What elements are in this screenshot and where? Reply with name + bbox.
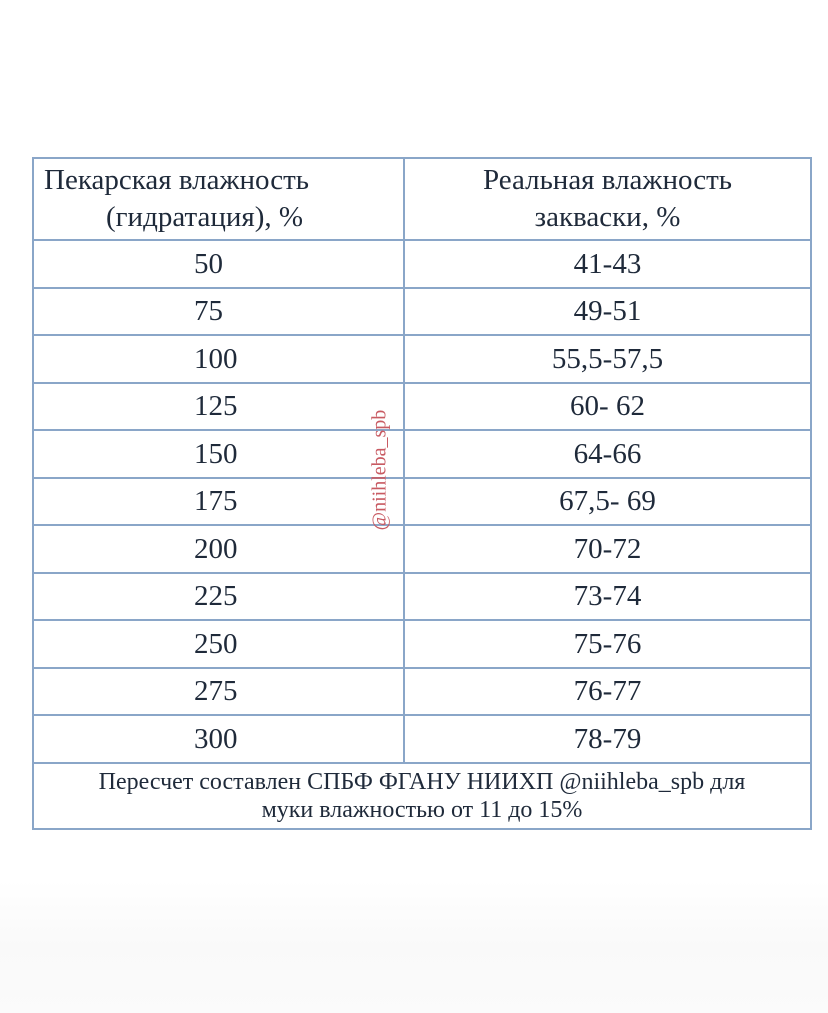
real-moisture-cell: 75-76 [404, 620, 811, 668]
real-moisture-cell: 76-77 [404, 668, 811, 716]
hydration-table [32, 157, 812, 830]
real-moisture-cell: 70-72 [404, 525, 811, 573]
real-moisture-cell: 64-66 [404, 430, 811, 478]
hydration-cell: 300 [33, 715, 404, 763]
header-baker-hydration-line2: (гидратация), % [106, 201, 304, 233]
table-row [33, 620, 811, 668]
footnote-line2: муки влажностью от 11 до 15% [261, 796, 583, 823]
footnote-line1: Пересчет составлен СПБФ ФГАНУ НИИХП @niihleba_spb для [98, 768, 746, 795]
header-real-moisture-line1: Реальная влажность [483, 164, 732, 196]
header-real-moisture [404, 158, 811, 240]
real-moisture-cell: 60- 62 [404, 383, 811, 431]
hydration-cell: 200 [33, 525, 404, 573]
real-moisture-cell: 49-51 [404, 288, 811, 336]
watermark [360, 390, 400, 550]
table-row [33, 525, 811, 573]
watermark-text: @niihleba_spb [368, 409, 391, 531]
hydration-cell: 250 [33, 620, 404, 668]
real-moisture-cell: 67,5- 69 [404, 478, 811, 526]
table-row [33, 288, 811, 336]
hydration-cell: 275 [33, 668, 404, 716]
hydration-cell: 225 [33, 573, 404, 621]
header-real-moisture-line2: закваски, % [534, 201, 681, 233]
table-row [33, 573, 811, 621]
table-row [33, 335, 811, 383]
hydration-cell: 75 [33, 288, 404, 336]
real-moisture-cell: 78-79 [404, 715, 811, 763]
hydration-cell: 150 [33, 430, 404, 478]
header-baker-hydration-line1: Пекарская влажность [44, 164, 310, 196]
table-footer-row [33, 763, 811, 829]
background-fade [0, 880, 828, 1013]
hydration-table-container [32, 157, 810, 830]
hydration-cell: 125 [33, 383, 404, 431]
real-moisture-cell: 55,5-57,5 [404, 335, 811, 383]
table-row [33, 240, 811, 288]
table-row [33, 430, 811, 478]
hydration-cell: 50 [33, 240, 404, 288]
hydration-cell: 175 [33, 478, 404, 526]
real-moisture-cell: 41-43 [404, 240, 811, 288]
real-moisture-cell: 73-74 [404, 573, 811, 621]
table-row [33, 383, 811, 431]
header-baker-hydration [33, 158, 404, 240]
table-footnote [33, 763, 811, 829]
hydration-cell: 100 [33, 335, 404, 383]
table-row [33, 715, 811, 763]
table-row [33, 668, 811, 716]
table-row [33, 478, 811, 526]
table-header-row [33, 158, 811, 240]
